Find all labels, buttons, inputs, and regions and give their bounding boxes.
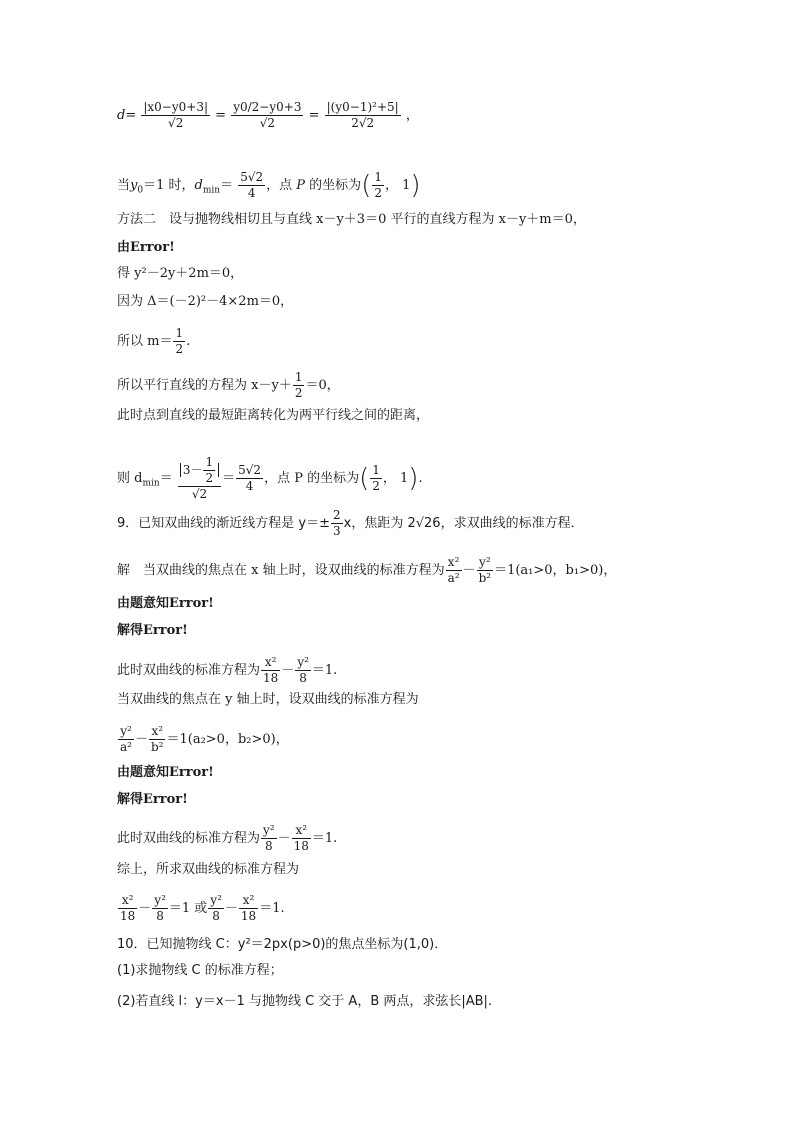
text: ，点 P 的坐标为: [264, 471, 360, 486]
fraction: [208, 893, 224, 924]
min-distance-line-2: [117, 455, 423, 502]
text: ＝: [159, 471, 173, 486]
text: ＝: [220, 178, 234, 193]
numerator: 2: [333, 508, 341, 522]
error-line-2: 由题意知Error!: [117, 596, 214, 611]
error-line-4: 由题意知Error!: [117, 765, 214, 780]
fraction: [238, 170, 265, 201]
text: ＝1 或: [168, 901, 208, 916]
denominator: 18: [293, 839, 309, 853]
fraction: [446, 555, 462, 586]
problem-10-part-1: (1)求抛物线 C 的标准方程；: [117, 963, 283, 978]
fraction: [292, 823, 311, 854]
distance-conversion-line: 此时点到直线的最短距离转化为两平行线之间的距离，: [117, 408, 430, 423]
denominator: b²: [478, 571, 492, 585]
denominator: 8: [212, 909, 220, 923]
parallel-line: [117, 370, 340, 401]
text: 3－: [182, 463, 203, 477]
text: 9．已知双曲线的渐近线方程是 y＝±: [117, 516, 330, 531]
subscript: 0: [137, 185, 144, 196]
problem-9: [117, 508, 584, 539]
left-paren: (: [361, 170, 372, 201]
equation-line: 得 y²－2y＋2m＝0，: [117, 266, 244, 281]
numerator: x²: [149, 724, 166, 740]
absolute-value: [180, 455, 219, 485]
fraction: [331, 508, 343, 539]
denominator: 18: [120, 909, 136, 923]
problem-10: 10．已知抛物线 C：y²＝2px(p>0)的焦点坐标为(1,0)．: [117, 937, 448, 952]
text: 此时双曲线的标准方程为: [117, 831, 261, 846]
text: －: [281, 663, 295, 678]
fraction: [261, 655, 280, 686]
denominator: 3: [333, 524, 341, 538]
numerator: 5√2: [238, 463, 262, 477]
denominator: a²: [120, 740, 132, 754]
fraction: [295, 655, 311, 686]
numerator: x²: [118, 893, 137, 909]
final-answer-line: [117, 893, 285, 924]
numerator: x²: [239, 893, 258, 909]
fraction-2-numerator: y0/2−y0+3: [233, 100, 302, 114]
denominator: 4: [245, 479, 254, 493]
fraction: [118, 893, 137, 924]
text: .: [418, 471, 423, 486]
comma: ，: [405, 108, 419, 123]
fraction: [152, 893, 168, 924]
denominator: 2: [175, 342, 184, 356]
numerator: x²: [261, 655, 280, 671]
text: x，焦距为 2√26，求双曲线的标准方程．: [343, 516, 584, 531]
numerator: 1: [205, 455, 214, 469]
fraction: [118, 724, 134, 755]
subscript: min: [202, 185, 221, 196]
summary-line: 综上，所求双曲线的标准方程为: [117, 862, 300, 877]
numerator: [178, 455, 221, 487]
variable: d: [194, 178, 203, 193]
fraction-2: [231, 100, 303, 131]
denominator: 2: [372, 479, 380, 493]
equals-sign: =: [215, 108, 227, 123]
denominator: 2: [205, 471, 214, 485]
fraction: [370, 463, 382, 494]
problem-10-part-2: (2)若直线 l：y＝x－1 与抛物线 C 交于 A，B 两点，求弦长|AB|.: [117, 994, 493, 1009]
text: 则 d: [117, 471, 143, 486]
denominator: 18: [263, 671, 279, 685]
text: ，点: [266, 178, 293, 193]
text: －: [138, 901, 152, 916]
y-axis-equation-line: [117, 724, 289, 755]
m-value-line: [117, 326, 190, 357]
error-line-5: 解得Error!: [117, 792, 188, 807]
equals-sign: =: [308, 108, 320, 123]
numerator: y²: [118, 724, 134, 740]
formula-prefix: d=: [117, 108, 137, 123]
method-two-line: 方法二 设与抛物线相切且与直线 x－y＋3＝0 平行的直线方程为 x－y＋m＝0，: [117, 212, 586, 227]
denominator: 8: [299, 671, 307, 685]
fraction-2-denominator: √2: [259, 116, 275, 130]
fraction-1-numerator: |x0−y0+3|: [143, 100, 209, 114]
y-axis-case-line: 当双曲线的焦点在 y 轴上时，设双曲线的标准方程为: [117, 692, 419, 707]
fraction: [293, 370, 305, 401]
numerator: y²: [297, 655, 309, 669]
numerator: x²: [446, 555, 462, 571]
fraction: [149, 724, 166, 755]
text: 当: [117, 178, 131, 193]
denominator: 2: [294, 386, 303, 400]
text: ＝: [222, 471, 236, 486]
text: 此时双曲线的标准方程为: [117, 663, 261, 678]
result-line-1: [117, 655, 337, 686]
text: .: [186, 334, 191, 349]
right-paren: ): [408, 463, 419, 494]
fraction: [239, 893, 258, 924]
text: ＝1(a₂>0，b₂>0)，: [166, 732, 289, 747]
numerator: 1: [374, 170, 382, 184]
denominator: 8: [156, 909, 164, 923]
right-paren: ): [410, 170, 421, 201]
variable: P: [292, 178, 310, 193]
text: －: [462, 563, 476, 578]
denominator: √2: [191, 487, 208, 501]
fraction: [477, 555, 494, 586]
denominator: a²: [447, 571, 460, 585]
variable: y: [130, 178, 138, 193]
numerator: y²: [210, 893, 222, 907]
distance-formula-line: [117, 100, 419, 131]
text: 所以 m＝: [117, 334, 173, 349]
text: ， 1: [382, 471, 409, 486]
numerator: 5√2: [240, 170, 264, 184]
left-paren: (: [359, 463, 370, 494]
text: ＝1.: [259, 901, 285, 916]
fraction-3: [325, 100, 401, 131]
numerator: 1: [175, 326, 184, 340]
numerator: 1: [372, 463, 380, 477]
text: ＝1 时，: [143, 178, 195, 193]
denominator: 4: [247, 186, 256, 200]
subscript: min: [142, 478, 160, 489]
text: 解 当双曲线的焦点在 x 轴上时，设双曲线的标准方程为: [117, 563, 445, 578]
error-line-3: 解得Error!: [117, 623, 188, 638]
fraction: [173, 326, 185, 357]
numerator: x²: [292, 823, 311, 839]
delta-line: 因为 Δ＝(－2)²－4×2m＝0，: [117, 294, 294, 309]
fraction: [236, 463, 263, 494]
numerator: y²: [477, 555, 494, 571]
error-line-1: 由Error!: [117, 240, 175, 255]
text: ＝1(a₁>0，b₁>0)，: [494, 563, 617, 578]
text: 的坐标为: [309, 178, 362, 193]
fraction: [178, 455, 221, 502]
numerator: y²: [154, 893, 166, 907]
denominator: b²: [150, 740, 164, 754]
fraction: [261, 823, 277, 854]
result-line-2: [117, 823, 337, 854]
fraction: [372, 170, 384, 201]
fraction-3-denominator: 2√2: [351, 116, 375, 130]
fraction-1-denominator: √2: [168, 116, 184, 130]
solution-line-1: [117, 555, 616, 586]
denominator: 8: [264, 839, 273, 853]
text: －: [277, 831, 291, 846]
text: ＝1.: [311, 831, 338, 846]
text: ＝1.: [311, 663, 338, 678]
text: 所以平行直线的方程为 x－y＋: [117, 378, 292, 393]
numerator: 1: [294, 370, 303, 384]
text: －: [134, 732, 148, 747]
denominator: 18: [240, 909, 257, 923]
numerator: y²: [263, 823, 275, 837]
fraction-3-numerator: |(y0−1)²+5|: [326, 100, 399, 114]
text: －: [224, 901, 238, 916]
text: ， 1: [384, 178, 411, 193]
inner-fraction: [203, 455, 215, 486]
fraction-1: [141, 100, 210, 131]
text: ＝0，: [305, 378, 340, 393]
min-distance-line-1: [117, 170, 421, 201]
denominator: 2: [374, 186, 382, 200]
